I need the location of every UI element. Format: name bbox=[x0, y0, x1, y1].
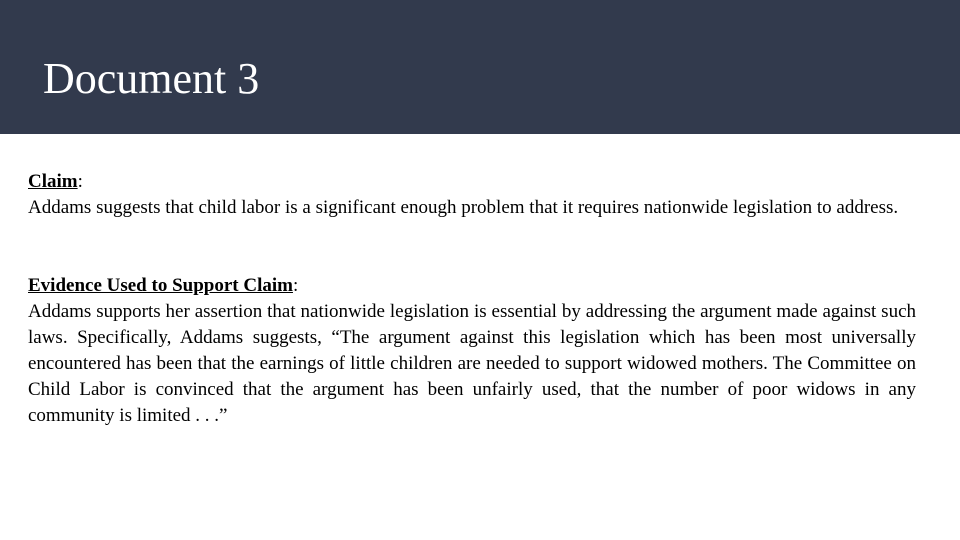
slide-title: Document 3 bbox=[43, 54, 260, 103]
evidence-heading: Evidence Used to Support Claim bbox=[28, 275, 293, 296]
evidence-section bbox=[28, 273, 916, 429]
evidence-heading-line bbox=[28, 273, 916, 299]
claim-text: Addams suggests that child labor is a significant enough problem that it requires nationwide legislation to address. bbox=[28, 197, 899, 218]
claim-heading-colon: : bbox=[77, 171, 83, 192]
claim-heading-line bbox=[28, 169, 916, 195]
evidence-heading-colon: : bbox=[292, 275, 299, 296]
claim-section bbox=[28, 169, 916, 221]
document-content bbox=[28, 169, 916, 429]
evidence-text: Addams supports her assertion that nationwide legislation is essential by addressing the argument made against such laws. Specifically, Addams suggests, “The argument against this legislation which has been most universally encountered has been that the earnings of little children are needed to support widowed mothers. The Committee on Child Labor is convinced that the argument has been unfairly used, that the number of poor widows in any community is limited . . .” bbox=[28, 301, 916, 426]
claim-heading: Claim bbox=[28, 171, 78, 192]
header-bar bbox=[0, 0, 960, 134]
